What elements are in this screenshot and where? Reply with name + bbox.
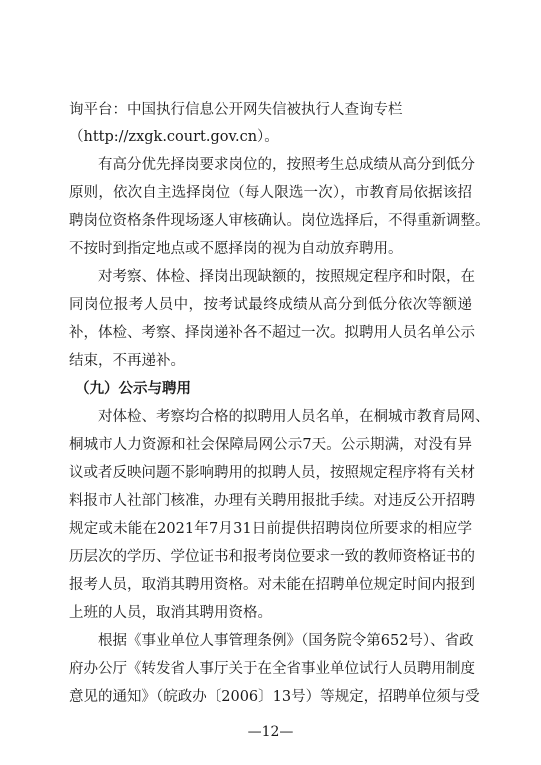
text-line: 对考察、体检、择岗出现缺额的，按照规定程序和时限，在: [98, 269, 475, 285]
text-line: 议或者反映问题不影响聘用的拟聘人员，按照规定程序将有关材: [69, 465, 475, 481]
text-line: 补，体检、考察、择岗递补各不超过一次。拟聘用人员名单公示: [69, 325, 475, 341]
text-line: 规定或未能在2021年7月31日前提供招聘岗位所要求的相应学: [69, 521, 472, 537]
page-number: —12—: [247, 724, 294, 740]
text-line: （http://zxgk.court.gov.cn）。: [69, 129, 279, 145]
section-heading: （九）公示与聘用: [75, 380, 191, 397]
text-line: 有高分优先择岗要求岗位的，按照考生总成绩从高分到低分: [98, 157, 475, 173]
text-line: 报考人员，取消其聘用资格。对未能在招聘单位规定时间内报到: [69, 577, 475, 593]
text-line: 结束，不再递补。: [69, 353, 185, 369]
text-line: 原则，依次自主选择岗位（每人限选一次），市教育局依据该招: [69, 185, 472, 201]
text-line: 府办公厅《转发省人事厅关于在全省事业单位试行人员聘用制度: [69, 661, 475, 677]
text-line: 不按时到指定地点或不愿择岗的视为自动放弃聘用。: [69, 241, 403, 257]
text-line: 桐城市人力资源和社会保障局网公示7天。公示期满，对没有异: [69, 437, 472, 453]
text-line: 历层次的学历、学位证书和报考岗位要求一致的教师资格证书的: [69, 549, 475, 565]
text-line: 聘岗位资格条件现场逐人审核确认。岗位选择后，不得重新调整。: [69, 213, 490, 229]
text-line: 上班的人员，取消其聘用资格。: [69, 605, 272, 621]
text-line: 同岗位报考人员中，按考试最终成绩从高分到低分依次等额递: [69, 297, 472, 313]
text-line: 根据《事业单位人事管理条例》（国务院令第652号）、省政: [98, 633, 474, 649]
text-line: 询平台：中国执行信息公开网失信被执行人查询专栏: [69, 102, 403, 118]
text-line: 料报市人社部门核准，办理有关聘用报批手续。对违反公开招聘: [69, 493, 475, 509]
text-line: 对体检、考察均合格的拟聘用人员名单，在桐城市教育局网、: [98, 409, 490, 425]
text-line: 意见的通知》（皖政办〔2006〕13号）等规定，招聘单位须与受: [69, 689, 480, 705]
